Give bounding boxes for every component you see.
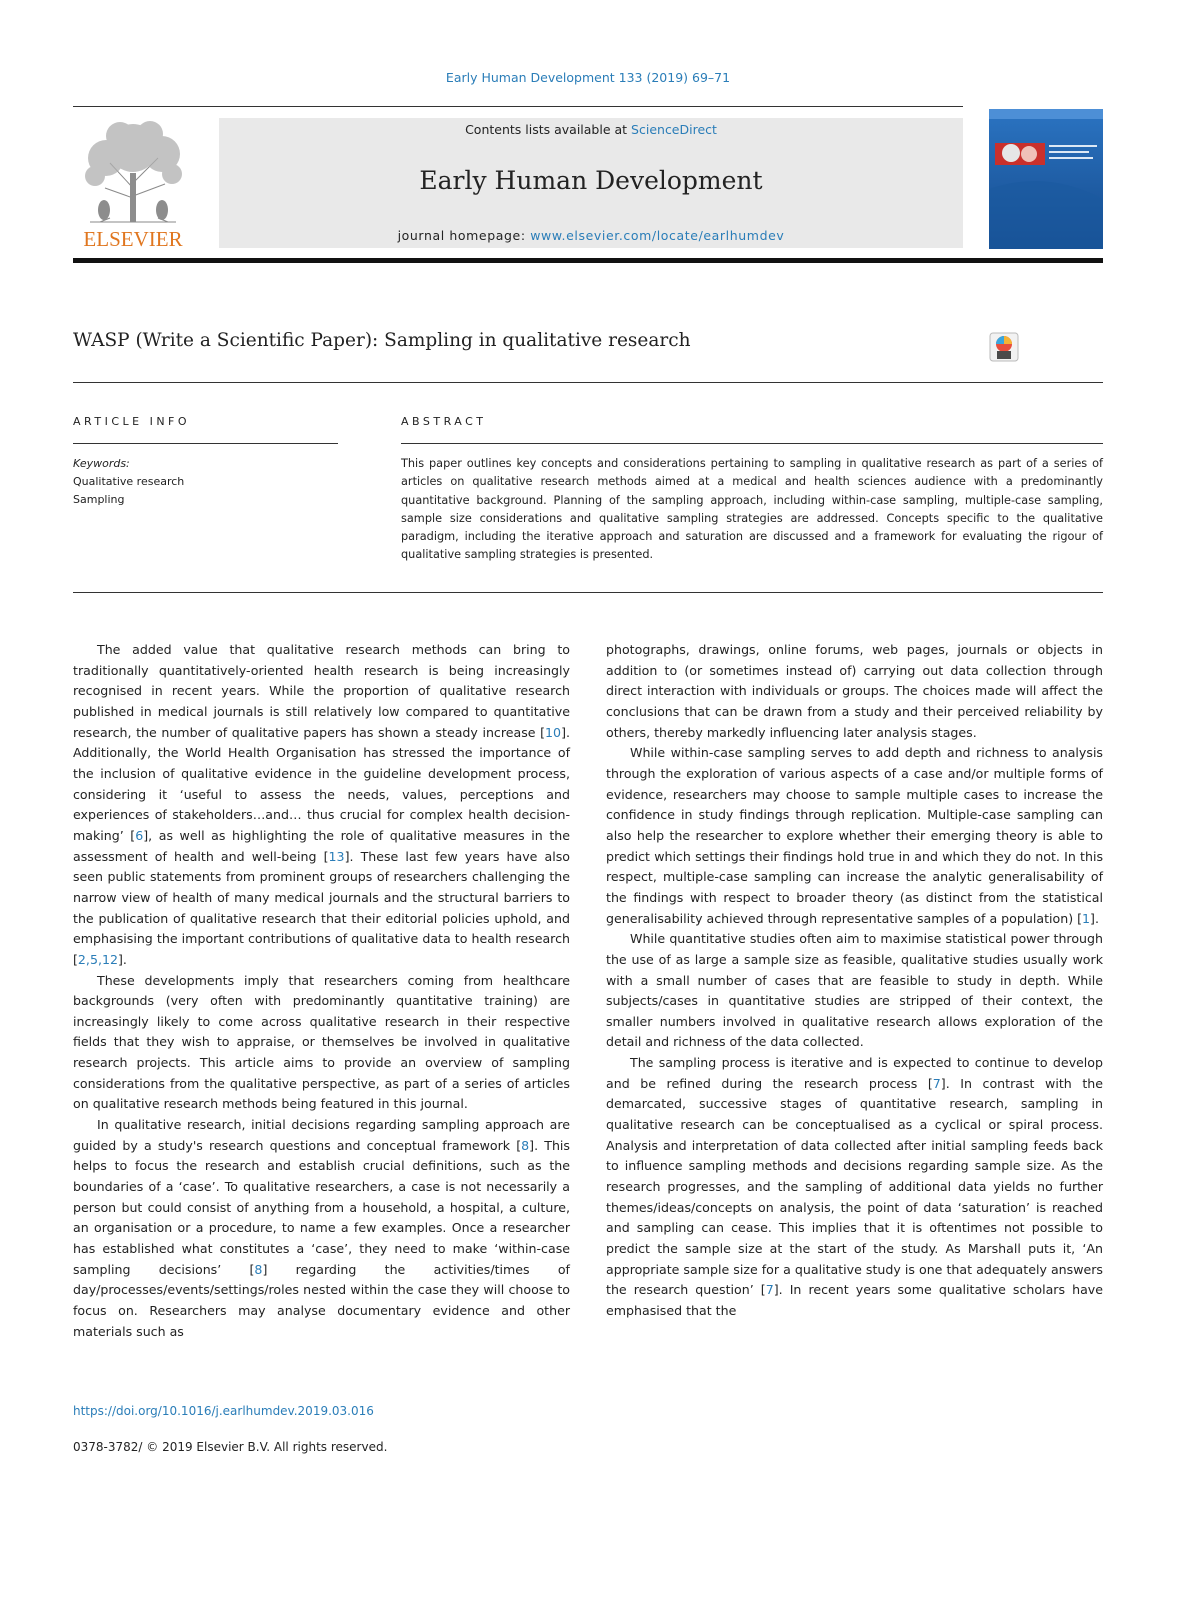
text-run: ], as well as highlighting the role of qualitative measures in the assessment of health and well-being [ xyxy=(73,827,570,864)
text-run: ] regarding the activities/times of day/processes/events/settings/roles nested within the case they will choose to focus on. Researchers may analyse documentary evidence and other materials such as xyxy=(73,1261,570,1339)
citation-link[interactable]: 13 xyxy=(328,848,345,864)
keyword-item: Sampling xyxy=(73,493,125,506)
text-run: ]. Additionally, the World Health Organisation has stressed the importance of the inclusion of qualitative evidence in the guideline development process, considering it ‘useful to assess the needs, values, perceptions and experiences of stakeholders…and… thus crucial for complex health decision-making’ [ xyxy=(73,724,570,843)
citation-link[interactable]: 6 xyxy=(135,827,144,843)
body-paragraph: While quantitative studies often aim to maximise statistical power through the use of as large a sample size as feasible, qualitative studies usually work with a small number of cases that are feasible to study in depth. While subjects/cases in quantitative studies are stripped of their context, the smaller numbers involved in qualitative research allows exploration of the detail and richness of the data collected. xyxy=(606,931,1103,1050)
article-info-heading: ARTICLE INFO xyxy=(73,415,191,428)
text-run: ]. In recent years some qualitative scholars have emphasised that the xyxy=(606,1282,1103,1318)
elsevier-tree-logo-icon xyxy=(70,118,196,226)
body-paragraph xyxy=(606,743,1103,929)
body-paragraph: These developments imply that researchers coming from healthcare backgrounds (very often with predominantly quantitative training) are increasingly likely to come across qualitative research in their respective fields that they wish to appraise, or themselves be involved in qualitative research projects. This article aims to provide an overview of sampling considerations from the qualitative perspective, as part of a series of articles on qualitative research methods being featured in this journal. xyxy=(73,972,570,1112)
body-column-left xyxy=(73,640,570,1342)
text-run: ]. In contrast with the demarcated, successive stages of quantitative research, sampling in qualitative research can be conceptualised as a cyclical or spiral process. Analysis and interpretation of data collected after initial sampling feeds back to influence sampling methods and decisions regarding sample size. As the research progresses, and the sampling of additional data yields no further themes/ideas/concepts on analysis, the point of data ‘saturation’ is reached and sampling can cease. This implies that it is oftentimes not possible to predict the sample size at the start of the study. As Marshall puts it, ‘An appropriate sample size for a qualitative study is one that adequately answers the research question’ [ xyxy=(606,1075,1103,1298)
elsevier-wordmark: ELSEVIER xyxy=(83,227,183,251)
contents-prefix: Contents lists available at xyxy=(465,122,632,137)
doi-link[interactable]: https://doi.org/10.1016/j.earlhumdev.2019.03.016 xyxy=(73,1404,374,1418)
abstract-rule xyxy=(401,443,1103,444)
citation-link[interactable]: 10 xyxy=(545,724,562,740)
citation-link[interactable]: 1 xyxy=(1082,910,1091,926)
publisher-logo xyxy=(70,118,196,252)
citation-link[interactable]: 8 xyxy=(254,1261,263,1277)
text-run: The sampling process is iterative and is expected to continue to develop and be refined during the research process [ xyxy=(606,1055,1103,1091)
text-run: ]. These last few years have also seen public statements from prominent groups of researchers challenging the narrow view of health of many medical journals and the structural barriers to the publication of qualitative research that their editorial policies uphold, and emphasising the important contributions of qualitative data to health research [ xyxy=(73,848,570,967)
sciencedirect-link[interactable]: ScienceDirect xyxy=(631,122,717,137)
header-bottom-rule xyxy=(73,258,1103,263)
citation-link[interactable]: 7 xyxy=(932,1075,941,1091)
journal-masthead xyxy=(219,118,963,248)
text-run: In qualitative research, initial decisions regarding sampling approach are guided by a study's research questions and conceptual framework [ xyxy=(73,1117,570,1153)
body-column-right xyxy=(606,640,1103,1322)
journal-title: Early Human Development xyxy=(419,166,763,195)
text-run: ]. This helps to focus the research and establish crucial definitions, such as the boundaries of a ‘case’. To qualitative researchers, a case is not necessarily a person but could consist of anything from a household, a hospital, a culture, an organisation or a procedure, to name a few examples. Once a researcher has established what constitutes a ‘case’, they need to make ‘within-case sampling decisions’ [ xyxy=(73,1137,570,1277)
citation-link[interactable]: 2,5,12 xyxy=(77,951,118,967)
journal-cover-thumbnail-icon xyxy=(989,109,1103,249)
citation-link[interactable]: 8 xyxy=(521,1137,530,1153)
homepage-prefix: journal homepage: xyxy=(397,228,531,243)
journal-reference[interactable]: Early Human Development 133 (2019) 69–71 xyxy=(445,70,731,85)
abstract-text: This paper outlines key concepts and considerations pertaining to sampling in qualitative research as part of a series of articles on qualitative research methods aimed at a medical and health sciences audience with a predominantly quantitative background. Planning of the sampling approach, including within-case sampling, multiple-case sampling, sample size considerations and qualitative sampling strategies are addressed. Concepts specific to the qualitative paradigm, including the iterative approach and saturation are discussed and a framework for evaluating the rigour of qualitative sampling strategies is presented. xyxy=(401,457,1103,562)
body-paragraph xyxy=(606,1053,1103,1322)
homepage-link[interactable]: www.elsevier.com/locate/earlhumdev xyxy=(530,228,785,243)
body-paragraph: photographs, drawings, online forums, web pages, journals or objects in addition to (or sometimes instead of) carrying out data collection through direct interaction with individuals or groups. The choices made will affect the conclusions that can be drawn from a study and their perceived reliability by others, thereby markedly influencing later analysis stages. xyxy=(606,642,1103,740)
text-run: The added value that qualitative research methods can bring to traditionally quantitatively-oriented health research is being increasingly recognised in recent years. While the proportion of qualitative research published in medical journals is still relatively low compared to quantitative research, the number of qualitative papers has shown a steady increase [ xyxy=(73,642,570,740)
text-run: ]. xyxy=(1090,910,1099,926)
keyword-item: Qualitative research xyxy=(73,475,185,488)
article-info-rule xyxy=(73,443,338,444)
header-top-rule xyxy=(73,106,963,107)
article-title: WASP (Write a Scientific Paper): Sampling in qualitative research xyxy=(73,330,691,351)
body-paragraph xyxy=(73,640,570,971)
title-rule xyxy=(73,382,1103,383)
body-rule xyxy=(73,592,1103,593)
text-run: ]. xyxy=(117,951,127,967)
keywords-block xyxy=(73,455,184,509)
text-run: While within-case sampling serves to add depth and richness to analysis through the exploration of various aspects of a case and/or multiple forms of evidence, researchers may choose to sample multiple cases to increase the confidence in study findings through replication. Multiple-case sampling can also help the researcher to explore whether their emerging theory is able to predict which settings their findings hold true in and which they do not. In this respect, multiple-case sampling can increase the analytic generalisability of the findings with respect to broader theory (as distinct from the statistical generalisability achieved through representative samples of a population) [ xyxy=(606,745,1103,926)
citation-link[interactable]: 7 xyxy=(765,1282,774,1298)
crossmark-button[interactable] xyxy=(988,331,1020,363)
contents-line xyxy=(219,122,963,137)
keywords-label: Keywords: xyxy=(73,457,130,470)
copyright-notice: 0378-3782/ © 2019 Elsevier B.V. All rights reserved. xyxy=(73,1440,388,1454)
journal-cover[interactable] xyxy=(989,109,1103,249)
abstract-heading: ABSTRACT xyxy=(401,415,487,428)
homepage-line xyxy=(219,228,963,243)
crossmark-icon xyxy=(988,331,1020,363)
body-paragraph xyxy=(73,1115,570,1342)
